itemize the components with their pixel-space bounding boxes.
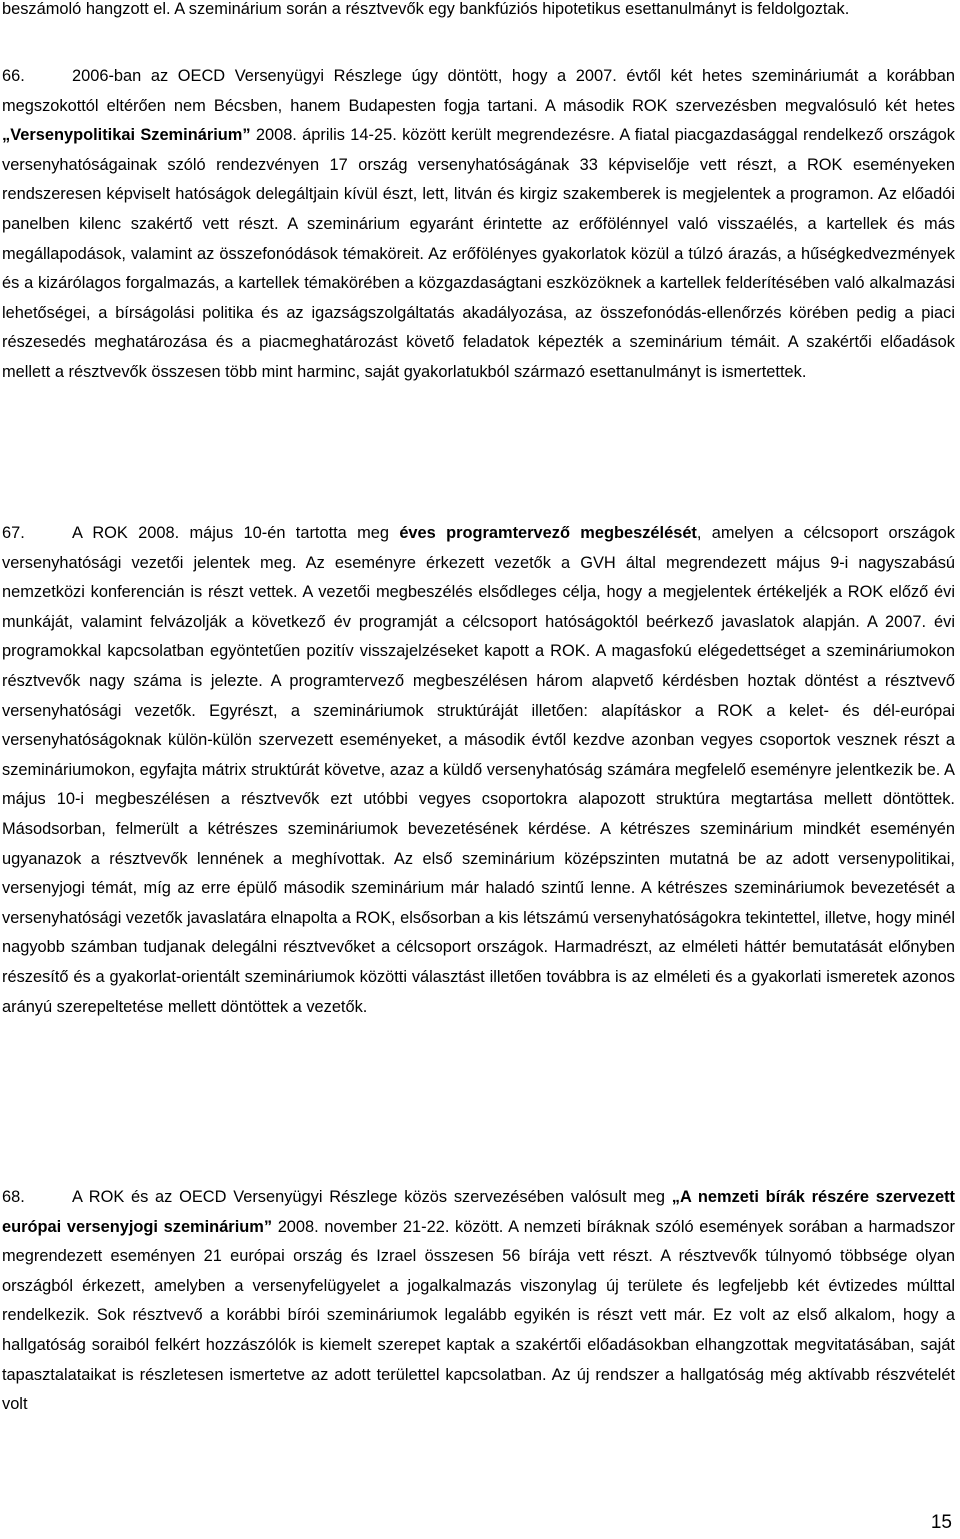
paragraph-67 [2, 519, 955, 1022]
bold-event-title: „Versenypolitikai Szeminárium” [2, 126, 251, 145]
paragraph-number: 68. [2, 1188, 25, 1206]
paragraph-number: 67. [2, 524, 25, 542]
paragraph-text: 2008. április 14-25. között került megrendezésre. A fiatal piacgazdasággal rendelkező országok versenyhatóságainak szóló rendezvényen 17 ország versenyhatóságának 33 képviselője vett részt, a ROK eseményeken rendszeresen képviselt hatóságok delegáltjain kívül észt, lett, litván és kirgiz szakemberek is megjelentek a programon. Az előadói panelben kilenc szakértő vett részt. A szeminárium egyaránt érintette az erőfölénnyel való visszaélés, a kartellek és más megállapodások, valamint az összefonódások témaköreit. Az erőfölényes gyakorlatok közül a túlzó árazás, a hűségkedvezmények és a kizárólagos forgalmazás, a kartellek témakörében a közgazdaságtani eszközöknek a kartellek felderítésében való alkalmazási lehetőségei, a bírságolási politika és az igazságszolgáltatás akadályozása, az összefonódás-ellenőrzés körében pedig a piaci részesedés meghatározása és a piacmeghatározást követő feladatok képezték a szeminárium témáit. A szakértői előadások mellett a résztvevők összesen több mint harminc, saját gyakorlatukból származó esettanulmányt is ismertettek. [2, 126, 955, 381]
paragraph-text: , amelyen a célcsoport országok versenyhatósági vezetői jelentek meg. Az eseményre érkezett vezetők a GVH által megrendezett május 9-i nagyszabású nemzetközi konferencián is részt vettek. A vezetői megbeszélés elsődleges célja, hogy a megjelentek értékeljék a ROK előző évi munkáját, valamint felvázolják a következő év programját a célcsoport hatóságoktól beérkező javaslatok alapján. A 2007. évi programokkal kapcsolatban egyöntetűen pozitív visszajelzéseket kapott a ROK. A magasfokú elégedettséget a szemináriumokon résztvevők nagy száma is jelezte. A programtervező megbeszélésen három alapvető kérdésben hoztak döntést a résztvevő versenyhatósági vezetők. Egyrészt, a szemináriumok struktúráját illetően: alapításkor a ROK a kelet- és dél-európai versenyhatóságoknak külön-külön szervezett eseményeket, a második évtől kezdve azonban vegyes csoportok vesznek részt a szemináriumokon, egyfajta mátrix struktúrát követve, azaz a küldő versenyhatóság számára megfelelő eseményre jelentkezik be. A május 10-i megbeszélésen a résztvevők ezt utóbbi vegyes csoportokra alapozott struktúra megtartása mellett döntöttek. Másodsorban, felmerült a kétrészes szemináriumok bevezetésének kérdése. A kétrészes szeminárium mindkét eseményén ugyanazok a résztvevők lennének a meghívottak. Az első szeminárium középszinten mutatná be az adott versenypolitikai, versenyjogi témát, míg az erre épülő második szeminárium már haladó szintű lenne. A kétrészes szemináriumok bevezetését a versenyhatósági vezetők javaslatára elnapolta a ROK, elsősorban a kis létszámú versenyhatóságokra tekintettel, illetve, hogy minél nagyobb számban tudjanak delegálni résztvevőket a célcsoport országok. Harmadrészt, az elméleti háttér bemutatását előnyben részesítő és a gyakorlat-orientált szemináriumok közötti választást illetően továbbra is az elméleti és a gyakorlati ismeretek azonos arányú szerepeltetése mellett döntöttek a vezetők. [2, 524, 955, 1016]
paragraph-66 [2, 62, 955, 388]
paragraph-text: A ROK 2008. május 10-én tartotta meg [72, 524, 400, 542]
paragraph-68 [2, 1183, 955, 1420]
paragraph-intro [2, 0, 955, 25]
page-number: 15 [930, 1512, 952, 1533]
paragraph-number: 66. [2, 67, 25, 85]
paragraph-text: 2008. november 21-22. között. A nemzeti bíráknak szóló események sorában a harmadszor megrendezett eseményen 21 európai ország és Izrael összesen 56 bírája vett részt. A résztvevők túlnyomó többsége olyan országból érkezett, amelyben a versenyfelügyelet a jogalkalmazás viszonylag új területe és legfeljebb két évtizedes múlttal rendelkezik. Sok résztvevő a korábbi bírói szemináriumok legalább egyikén is részt vett már. Ez volt az első alkalom, hogy a hallgatóság soraiból felkért hozzászólók is kiemelt szerepet kaptak a szakértői előadásokban elhangzottak megvitatásában, saját tapasztalataikat is részletesen ismertetve az adott területtel kapcsolatban. Az új rendszer a hallgatóság még aktívabb részvételét volt [2, 1217, 955, 1414]
bold-event-title: „A nemzeti bírák részére szervezett európai versenyjogi szeminárium” [2, 1188, 955, 1236]
bold-event-title: éves programtervező megbeszélését [399, 524, 697, 542]
paragraph-intro-text: beszámoló hangzott el. A szeminárium során a résztvevők egy bankfúziós hipotetikus esettanulmányt is feldolgoztak. [2, 0, 850, 18]
paragraph-text: A ROK és az OECD Versenyügyi Részlege közös szervezésében valósult meg [72, 1188, 672, 1206]
paragraph-text: 2006-ban az OECD Versenyügyi Részlege úgy döntött, hogy a 2007. évtől két hetes szemináriumát a korábban megszokottól eltérően nem Bécsben, hanem Budapesten fogja tartani. A második ROK szervezésben megvalósuló két hetes [2, 67, 955, 115]
